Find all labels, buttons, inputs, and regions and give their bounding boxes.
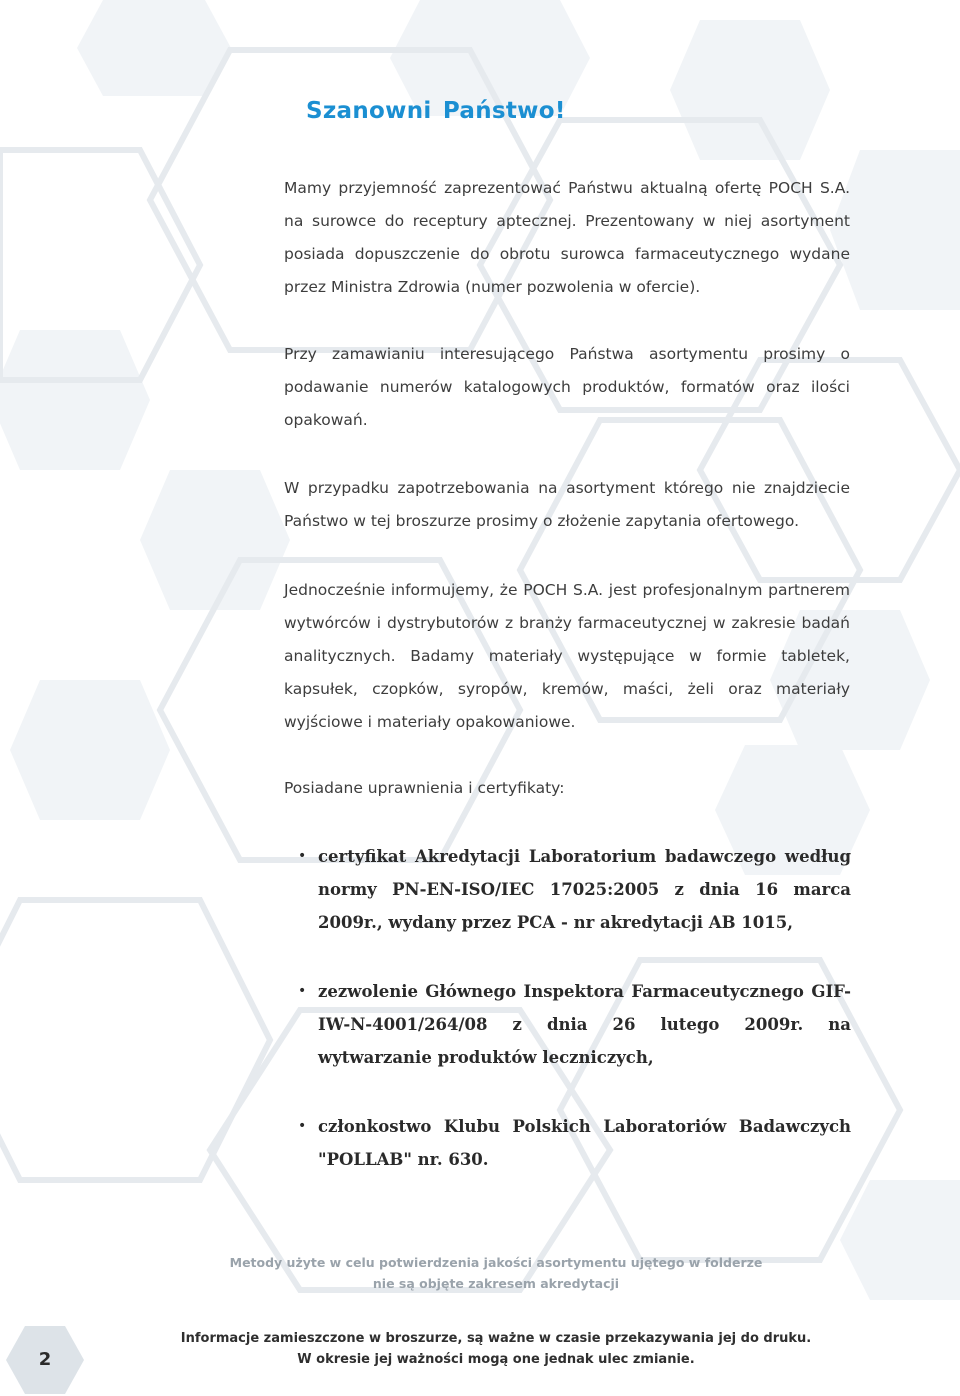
certificates-heading: Posiadane uprawnienia i certyfikaty: xyxy=(284,779,565,797)
accreditation-note xyxy=(160,1252,832,1294)
list-item xyxy=(296,840,851,939)
page-number: 2 xyxy=(38,1349,52,1370)
laboratory-paragraph: Jednocześnie informujemy, że POCH S.A. jest profesjonalnym partnerem wytwórców i dystrybutorów z branży farmaceutycznej w zakresie badań analitycznych. Badamy materiały występujące w formie tabletek, kapsułek, czopków, syropów, kremów, maści, żeli oraz materiały wyjściowe i materiały opakowaniowe. xyxy=(284,581,850,731)
certificate-text: certyfikat Akredytacji Laboratorium badawczego według normy PN-EN-ISO/IEC 17025:2005 z dnia 16 marca 2009r., wydany przez PCA - nr akredytacji AB 1015, xyxy=(318,847,851,932)
bullet-icon: • xyxy=(298,1118,307,1134)
inquiry-paragraph: W przypadku zapotrzebowania na asortyment którego nie znajdziecie Państwo w tej broszurze prosimy o złożenie zapytania ofertowego. xyxy=(284,479,850,530)
list-item xyxy=(296,975,851,1074)
list-item xyxy=(296,1110,851,1176)
validity-info-line: Informacje zamieszczone w broszurze, są ważne w czasie przekazywania jej do druku. xyxy=(180,1331,812,1346)
page-title: Szanowni Państwo! xyxy=(306,98,566,124)
page-number-badge xyxy=(6,1326,84,1394)
bullet-icon: • xyxy=(298,848,307,864)
certificates-list xyxy=(296,840,851,1176)
certificate-text: zezwolenie Głównego Inspektora Farmaceutycznego GIF-IW-N-4001/264/08 z dnia 26 lutego 2009r. na wytwarzanie produktów leczniczych, xyxy=(318,982,851,1067)
accreditation-note-line: Metody użyte w celu potwierdzenia jakości asortymentu ujętego w folderze xyxy=(229,1255,763,1270)
validity-info xyxy=(150,1328,842,1370)
ordering-paragraph: Przy zamawianiu interesującego Państwa asortymentu prosimy o podawanie numerów katalogowych produktów, formatów oraz ilości opakowań. xyxy=(284,345,850,429)
accreditation-note-line: nie są objęte zakresem akredytacji xyxy=(372,1276,620,1291)
certificate-text: członkostwo Klubu Polskich Laboratoriów Badawczych "POLLAB" nr. 630. xyxy=(318,1117,851,1169)
bullet-icon: • xyxy=(298,983,307,999)
intro-paragraph: Mamy przyjemność zaprezentować Państwu aktualną ofertę POCH S.A. na surowce do receptury aptecznej. Prezentowany w niej asortyment posiada dopuszczenie do obrotu surowca farmaceutycznego wydane przez Ministra Zdrowia (numer pozwolenia w ofercie). xyxy=(284,179,850,296)
validity-info-line: W okresie jej ważności mogą one jednak ulec zmianie. xyxy=(297,1352,695,1367)
